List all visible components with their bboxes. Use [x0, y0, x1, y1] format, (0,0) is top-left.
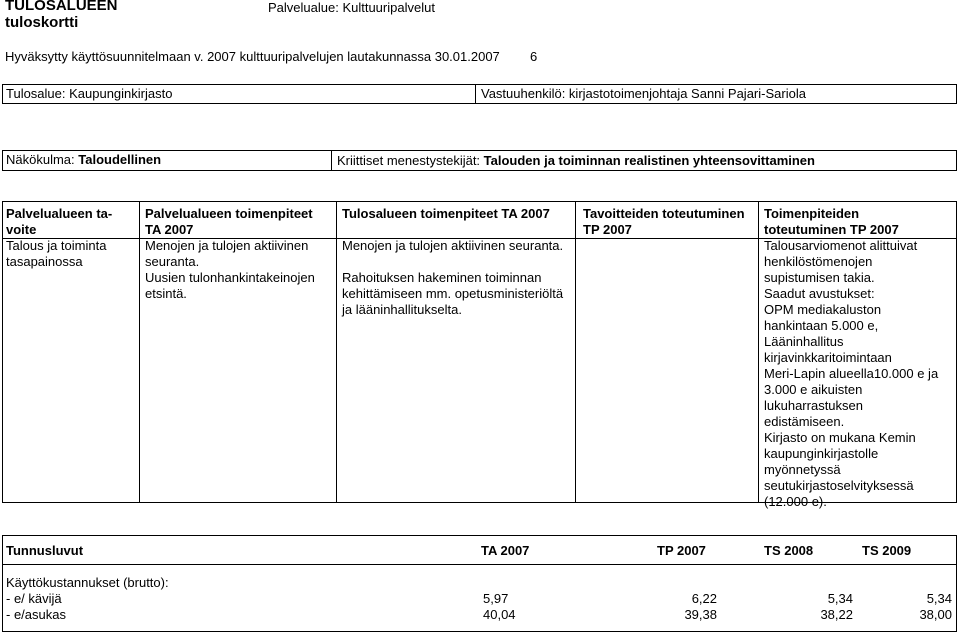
key-figures-group-label: Käyttökustannukset (brutto):	[6, 575, 169, 590]
key-figures-header-ts2009: TS 2009	[862, 543, 912, 558]
goals-header-action-realization: Toimenpiteiden toteutuminen TP 2007	[764, 206, 899, 237]
goals-cell-goal: Talous ja toiminta tasapainossa	[6, 238, 107, 269]
goals-header-area-actions: Palvelualueen toimenpiteet TA 2007	[145, 206, 313, 237]
key-figures-value: 40,04	[483, 607, 516, 622]
perspective-value: Taloudellinen	[78, 152, 162, 167]
key-figures-value: 5,97	[483, 591, 509, 606]
approval-text: Hyväksytty käyttösuunnitelmaan v. 2007 kulttuuripalvelujen lautakunnassa 30.01.2007	[5, 49, 500, 64]
responsible-person: Vastuuhenkilö: kirjastotoimenjohtaja Sanni Pajari-Sariola	[481, 86, 806, 101]
critical-label: Kriittiset menestystekijät:	[337, 153, 484, 168]
key-figures-value: 38,00	[919, 607, 952, 622]
key-figures-header-ts2008: TS 2008	[764, 543, 814, 558]
key-figures-value: 5,34	[926, 591, 952, 606]
card-title: TULOSALUEEN	[5, 0, 118, 14]
key-figures-row-label: - e/ kävijä	[6, 591, 62, 606]
goals-cell-result-actions: Menojen ja tulojen aktiivinen seuranta. Rahoituksen hakeminen toiminnan kehittämiseen mm. opetusministeriöltä ja lääninhallitukselta.	[342, 238, 564, 317]
goals-header-goal-realization: Tavoitteiden toteutuminen TP 2007	[583, 206, 745, 237]
page-number: 6	[530, 49, 538, 64]
key-figures-row-label: - e/asukas	[6, 607, 66, 622]
critical-value: Talouden ja toiminnan realistinen yhteensovittaminen	[483, 153, 815, 168]
goals-header-goal: Palvelualueen ta- voite	[6, 206, 113, 237]
perspective-label: Näkökulma:	[6, 152, 79, 167]
service-area: Palvelualue: Kulttuuripalvelut	[268, 0, 435, 15]
key-figures-header-label: Tunnusluvut	[6, 543, 84, 558]
result-area: Tulosalue: Kaupunginkirjasto	[6, 86, 173, 101]
critical-factors	[337, 153, 815, 168]
key-figures-value: 6,22	[691, 591, 717, 606]
perspective	[6, 152, 161, 167]
goals-cell-action-realization: Talousarviomenot alittuivat henkilöstömenojen supistumisen takia. Saadut avustukset: OPM mediakaluston hankintaan 5.000 e, Lääninhallitus kirjavinkkaritoimintaan Meri-Lapin alueella10.000 e ja 3.000 e aikuisten lukuharrastuksen edistämiseen. Kirjasto on mukana Kemin kaupunginkirjastolle myönnetyssä seutukirjastoselvityksessä (12.000 e).	[764, 238, 939, 509]
key-figures-header-tp2007: TP 2007	[657, 543, 706, 558]
goals-cell-area-actions: Menojen ja tulojen aktiivinen seuranta. Uusien tulonhankintakeinojen etsintä.	[145, 238, 315, 301]
card-subtitle: tuloskortti	[5, 14, 79, 31]
goals-header-result-actions: Tulosalueen toimenpiteet TA 2007	[342, 206, 550, 221]
key-figures-value: 38,22	[820, 607, 853, 622]
key-figures-value: 5,34	[827, 591, 853, 606]
key-figures-header-ta2007: TA 2007	[481, 543, 530, 558]
key-figures-value: 39,38	[684, 607, 717, 622]
